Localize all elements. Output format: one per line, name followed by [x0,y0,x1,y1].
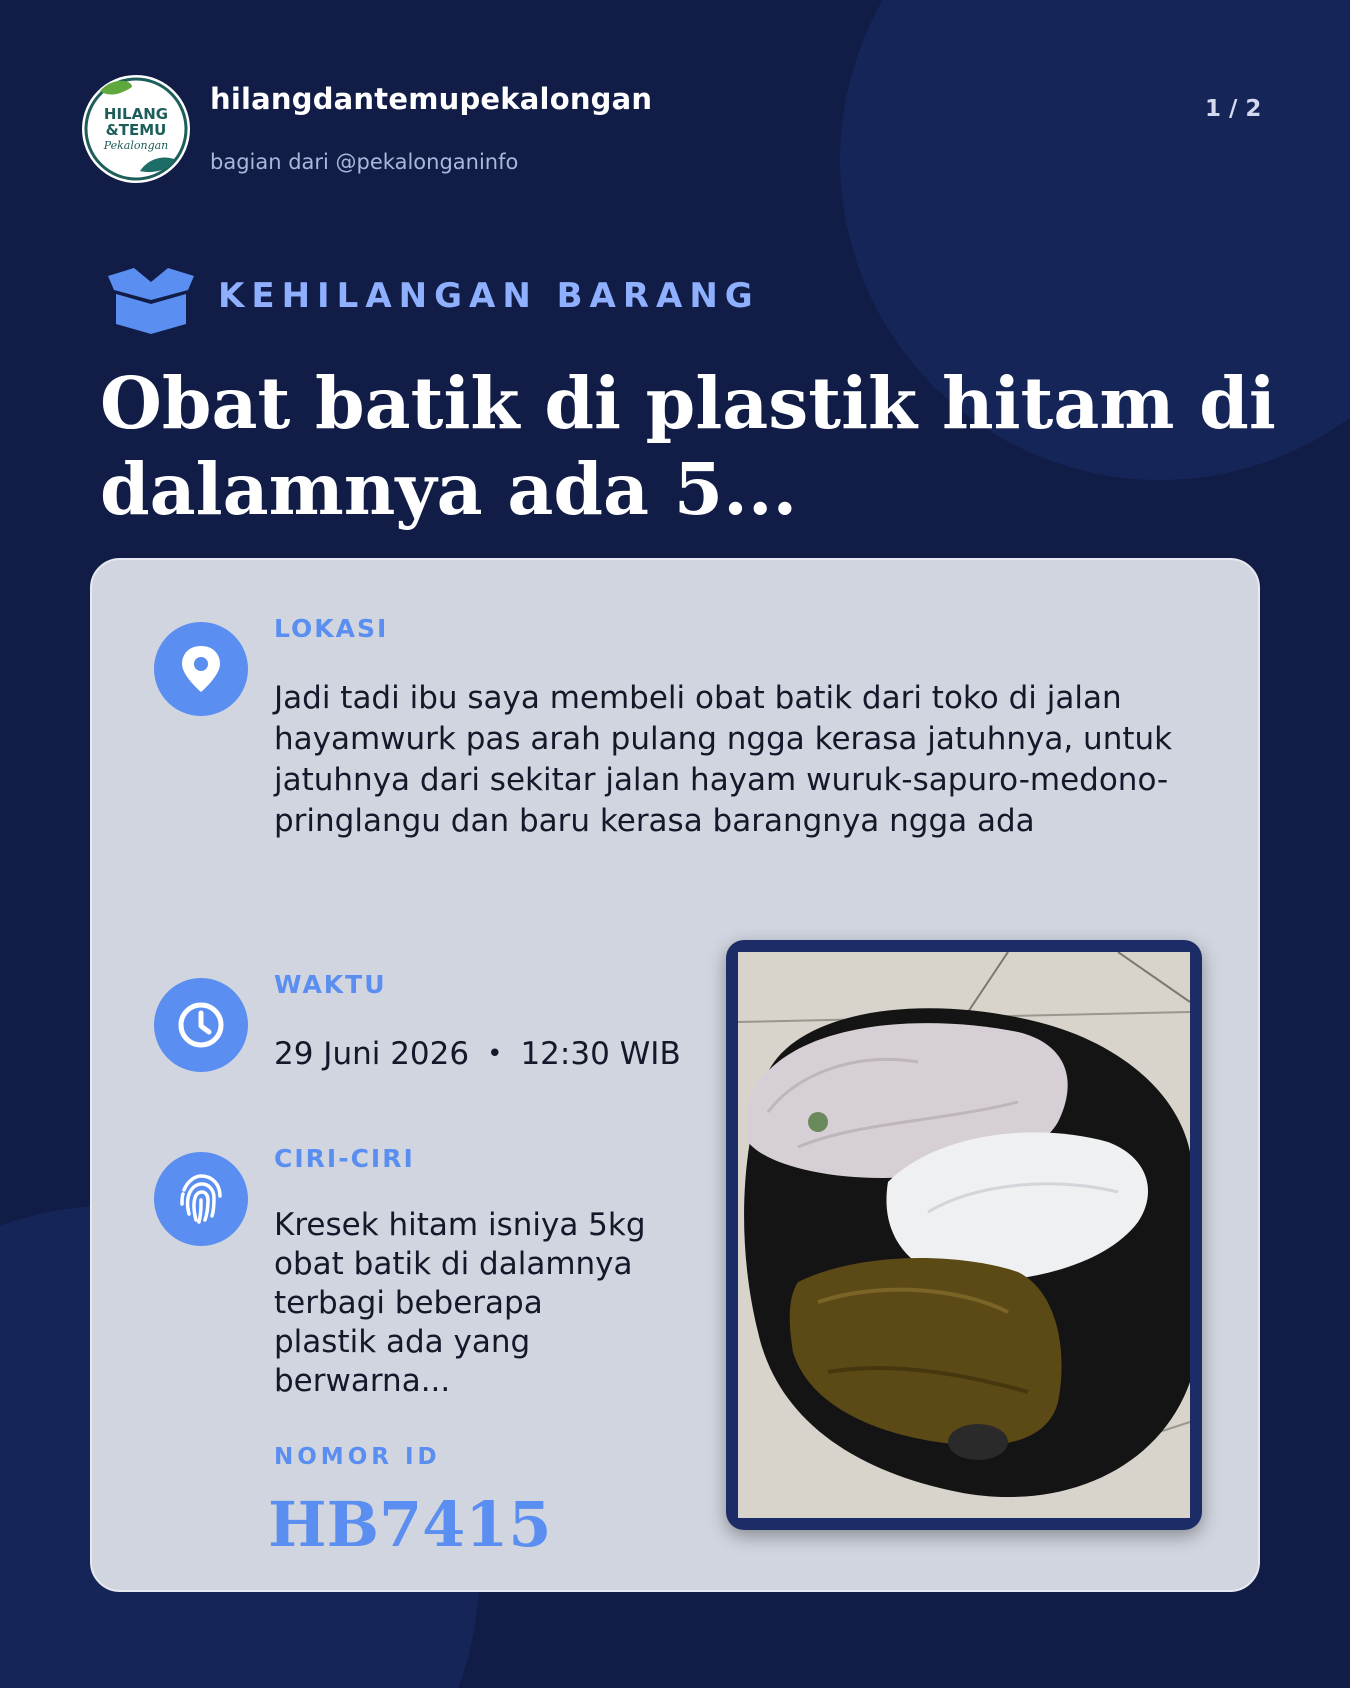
time-hour: 12:30 WIB [520,1036,681,1072]
account-name[interactable]: hilangdantemupekalongan [210,82,653,116]
item-photo-image [738,952,1190,1518]
svg-text:HILANG: HILANG [103,105,169,123]
logo-emblem-icon [82,75,190,183]
traits-text: Kresek hitam isniya 5kg obat batik di dalamnya terbagi beberapa plastik ada yang berwarna... [274,1207,646,1399]
clock-icon [154,978,248,1072]
time-label: WAKTU [274,970,387,999]
time-separator: • [487,1039,503,1069]
info-card [90,558,1260,1592]
traits-label: CIRI-CIRI [274,1144,415,1173]
fingerprint-icon [154,1152,248,1246]
post-title: Obat batik di plastik hitam di dalamnya ada 5... [100,361,1276,531]
svg-text:&TEMU: &TEMU [105,121,167,139]
open-box-icon [104,266,198,336]
page-counter: 1 / 2 [1205,96,1262,122]
category-label: KEHILANGAN BARANG [218,276,760,316]
id-value: HB7415 [268,1488,552,1561]
id-label: NOMOR ID [274,1444,441,1470]
location-label: LOKASI [274,614,389,643]
svg-text:Pekalongan: Pekalongan [103,139,169,152]
account-logo[interactable] [82,75,190,183]
account-subtitle: bagian dari @pekalonganinfo [210,150,519,174]
location-pin-icon [154,622,248,716]
item-photo[interactable] [726,940,1202,1530]
location-text: Jadi tadi ibu saya membeli obat batik dari toko di jalan hayamwurk pas arah pulang ngga kerasa jatuhnya, untuk jatuhnya dari sekitar jalan hayam wuruk-sapuro-medono-pringlangu dan baru kerasa barangnya ngga ada [274,680,1173,839]
time-value [274,1034,681,1075]
time-date: 29 Juni 2026 [274,1036,470,1072]
